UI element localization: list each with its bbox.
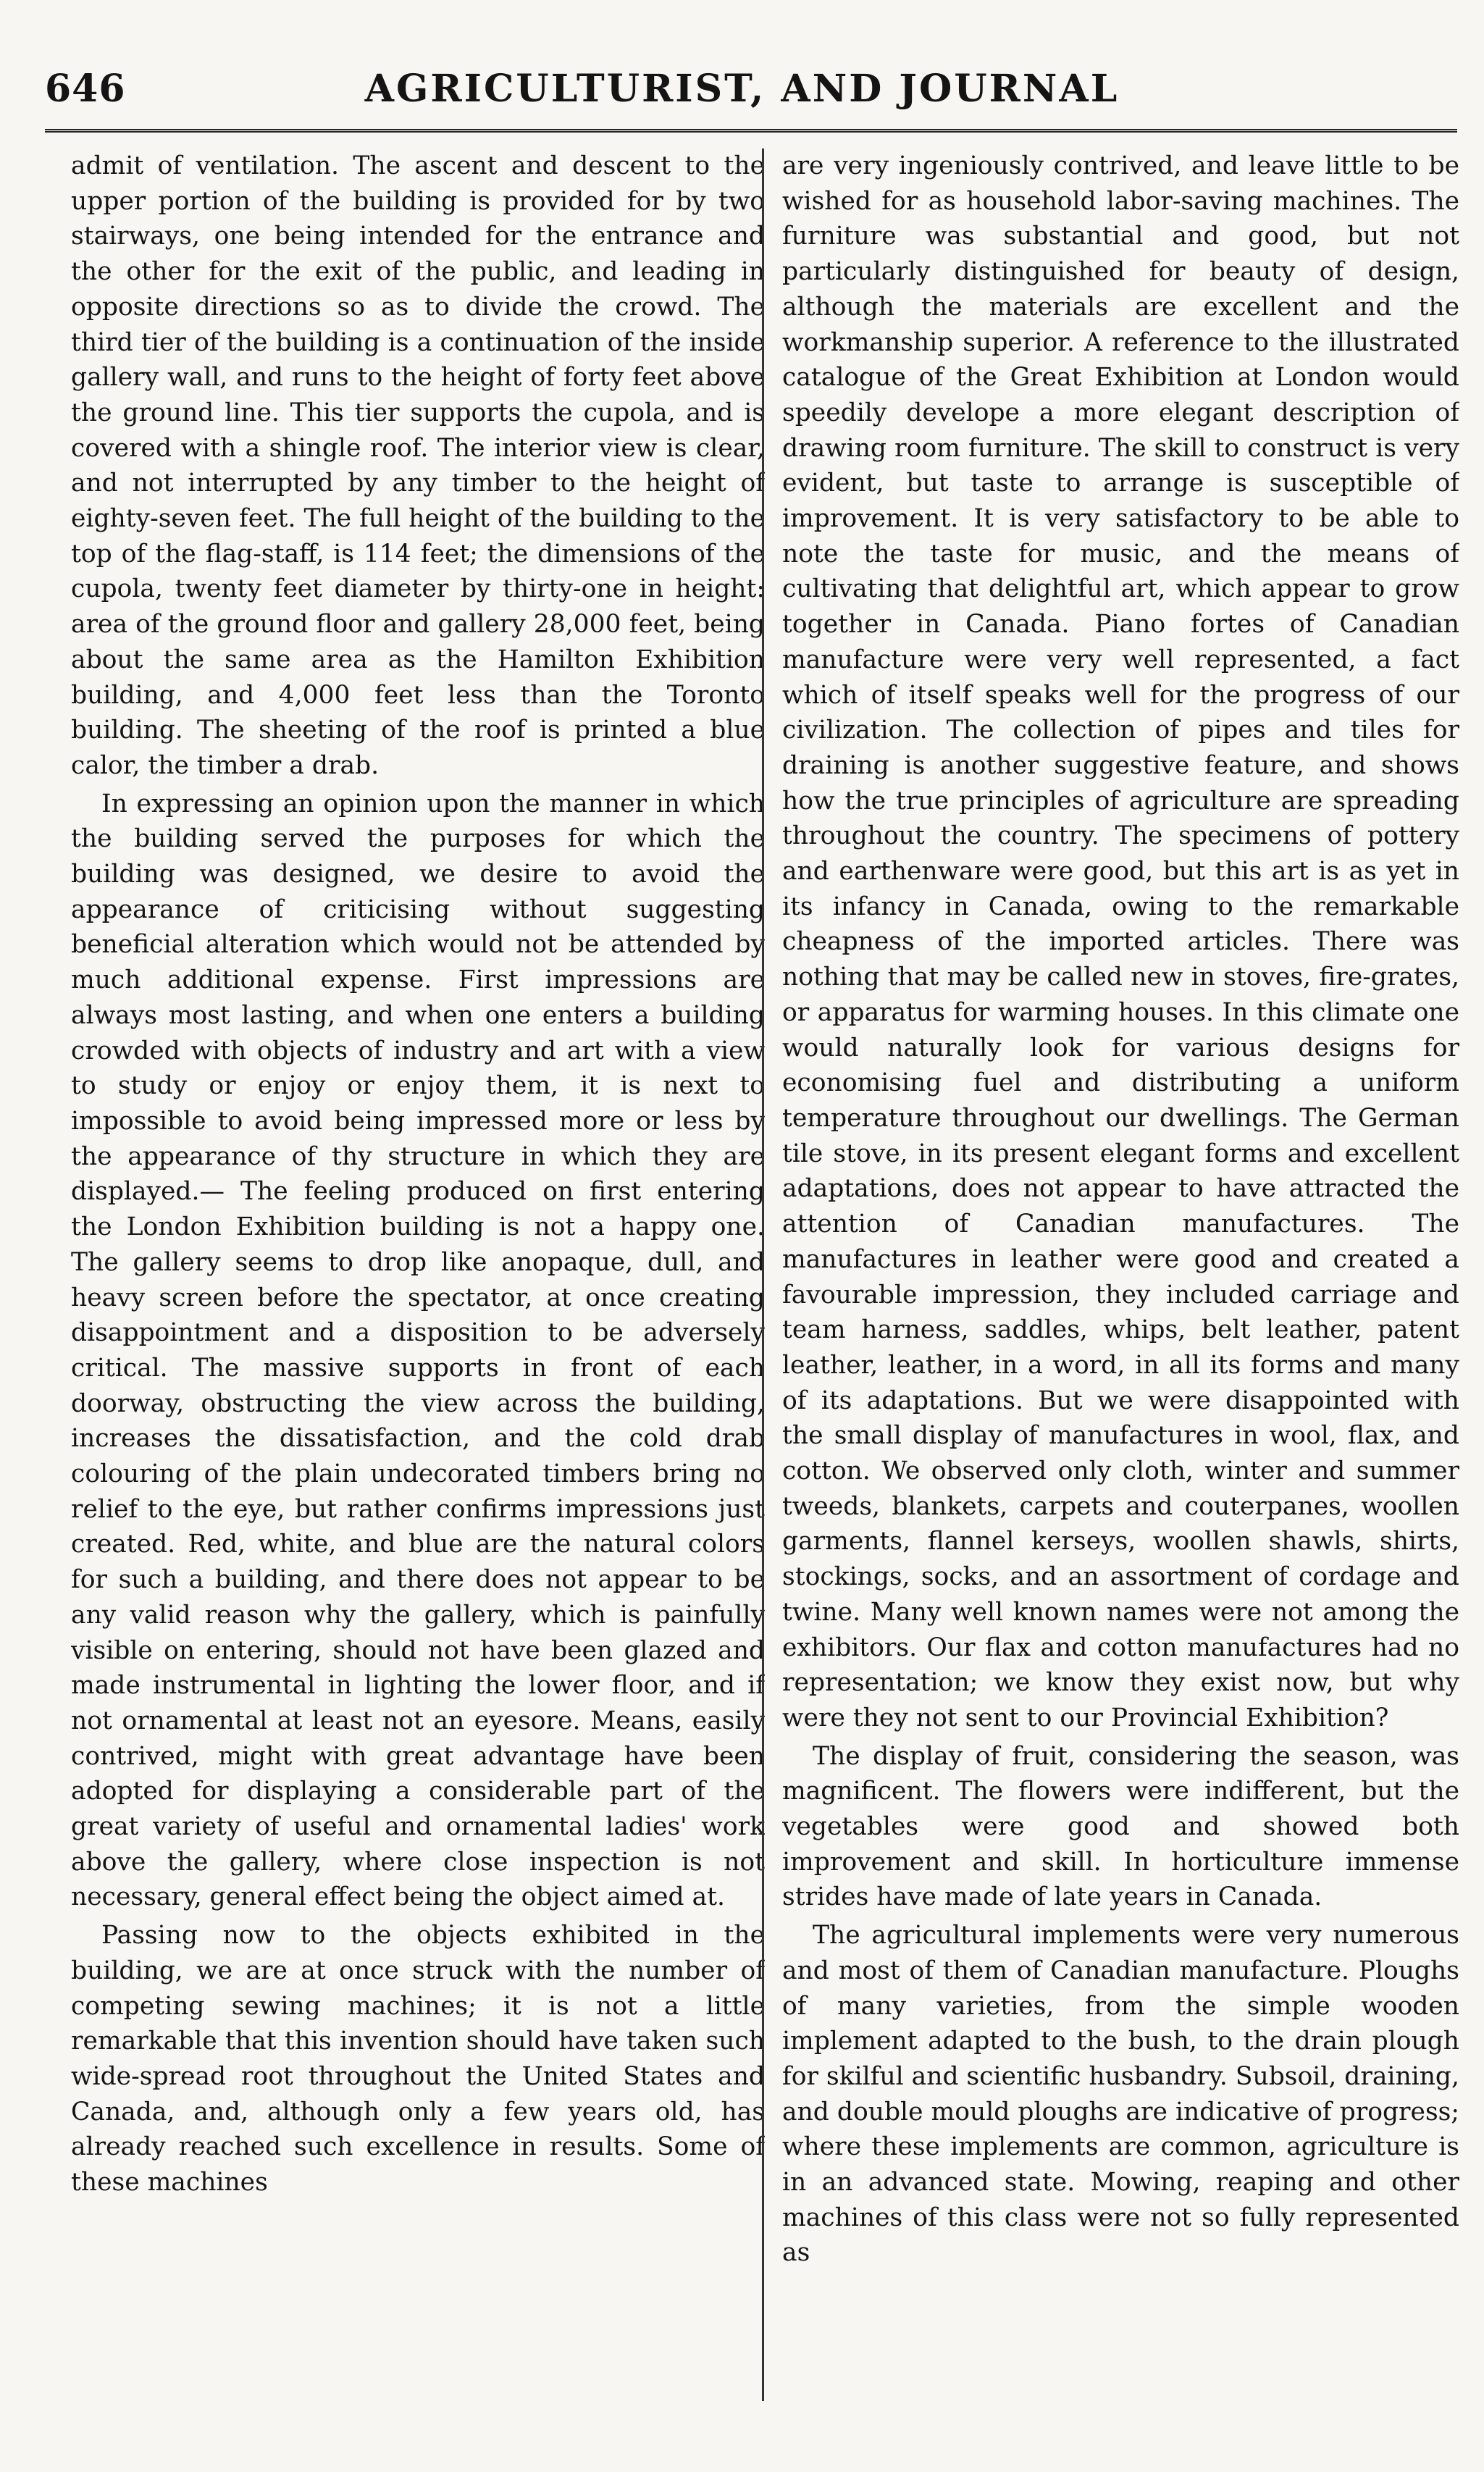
paragraph: Passing now to the objects exhibited in the building, we are at once struck with the number of competing sewing machines; it is not a little remarkable that this invention should have taken such wide-spread root throughout the United States and Canada, and, although only a few years old, has already reached such excellence in results. Some of these machines	[71, 1921, 765, 2197]
header-rule	[45, 129, 1457, 133]
running-title: AGRICULTURIST, AND JOURNAL	[364, 67, 1120, 111]
paragraph: admit of ventilation. The ascent and descent to the upper portion of the building is provided for by two stairways, one being intended for the entrance and the other for the exit of the public, and leading in opposite directions so as to divide the crowd. The third tier of the building is a continuation of the inside gallery wall, and runs to the height of forty feet above the ground line. This tier supports the cupola, and is covered with a shingle roof. The interior view is clear, and not interrupted by any timber to the height of eighty-seven feet. The full height of the building to the top of the flag-staff, is 114 feet; the dimensions of the cupola, twenty feet diameter by thirty-one in height: area of the ground floor and gallery 28,000 feet, being about the same area as the Hamilton Exhibition building, and 4,000 feet less than the Toronto building. The sheeting of the roof is printed a blue calor, the timber a drab.	[71, 151, 765, 780]
right-column	[782, 148, 1459, 2408]
paragraph: In expressing an opinion upon the manner in which the building served the purposes for which the building was designed, we desire to avoid the appearance of criticising without suggesting beneficial alteration which would not be attended by much additional expense. First impressions are always most lasting, and when one enters a building crowded with objects of industry and art with a view to study or enjoy or enjoy them, it is next to impossible to avoid being impressed more or less by the appearance of thy structure in which they are displayed.— The feeling produced on first entering the London Exhibition building is not a happy one. The gallery seems to drop like anopaque, dull, and heavy screen before the spectator, at once creating disappointment and a disposition to be adversely critical. The massive supports in front of each doorway, obstructing the view across the building, increases the dissatisfaction, and the cold drab colouring of the plain undecorated timbers bring no relief to the eye, but rather confirms impressions just created. Red, white, and blue are the natural colors for such a building, and there does not appear to be any valid reason why the gallery, which is painfully visible on entering, should not have been glazed and made instrumental in lighting the lower floor, and if not ornamental at least not an eyesore. Means, easily contrived, might with great advantage have been adopted for displaying a considerable part of the great variety of useful and ornamental ladies' work above the gallery, where close inspection is not necessary, general effect being the object aimed at.	[71, 789, 765, 1912]
column-divider	[762, 148, 764, 2401]
page-number: 646	[45, 67, 126, 111]
left-column	[71, 148, 765, 2408]
paragraph: The display of fruit, considering the season, was magnificent. The flowers were indifferent, but the vegetables were good and showed both improvement and skill. In horticulture immense strides have made of late years in Canada.	[782, 1741, 1459, 1912]
paragraph: The agricultural implements were very numerous and most of them of Canadian manufacture. Ploughs of many varieties, from the simple wooden implement adapted to the bush, to the drain plough for skilful and scientific husbandry. Subsoil, draining, and double mould ploughs are indicative of progress; where these implements are common, agriculture is in an advanced state. Mowing, reaping and other machines of this class were not so fully represented as	[782, 1921, 1459, 2268]
paragraph: are very ingeniously contrived, and leave little to be wished for as household labor-saving machines. The furniture was substantial and good, but not particularly distinguished for beauty of design, although the materials are excellent and the workmanship superior. A reference to the illustrated catalogue of the Great Exhibition at London would speedily develope a more elegant description of drawing room furniture. The skill to construct is very evident, but taste to arrange is susceptible of improvement. It is very satisfactory to be able to note the taste for music, and the means of cultivating that delightful art, which appear to grow together in Canada. Piano fortes of Canadian manufacture were very well represented, a fact which of itself speaks well for the progress of our civilization. The collection of pipes and tiles for draining is another suggestive feature, and shows how the true principles of agriculture are spreading throughout the country. The specimens of pottery and earthenware were good, but this art is as yet in its infancy in Canada, owing to the remarkable cheapness of the imported articles. There was nothing that may be called new in stoves, fire-grates, or apparatus for warming houses. In this climate one would naturally look for various designs for economising fuel and distributing a uniform temperature throughout our dwellings. The German tile stove, in its present elegant forms and excellent adaptations, does not appear to have attracted the attention of Canadian manufactures. The manufactures in leather were good and created a favourable impression, they included carriage and team harness, saddles, whips, belt leather, patent leather, leather, in a word, in all its forms and many of its adaptations. But we were disappointed with the small display of manufactures in wool, flax, and cotton. We observed only cloth, winter and summer tweeds, blankets, carpets and couterpanes, woollen garments, flannel kerseys, woollen shawls, shirts, stockings, socks, and an assortment of cordage and twine. Many well known names were not among the exhibitors. Our flax and cotton manufactures had no representation; we know they exist now, but why were they not sent to our Provincial Exhibition?	[782, 151, 1459, 1733]
